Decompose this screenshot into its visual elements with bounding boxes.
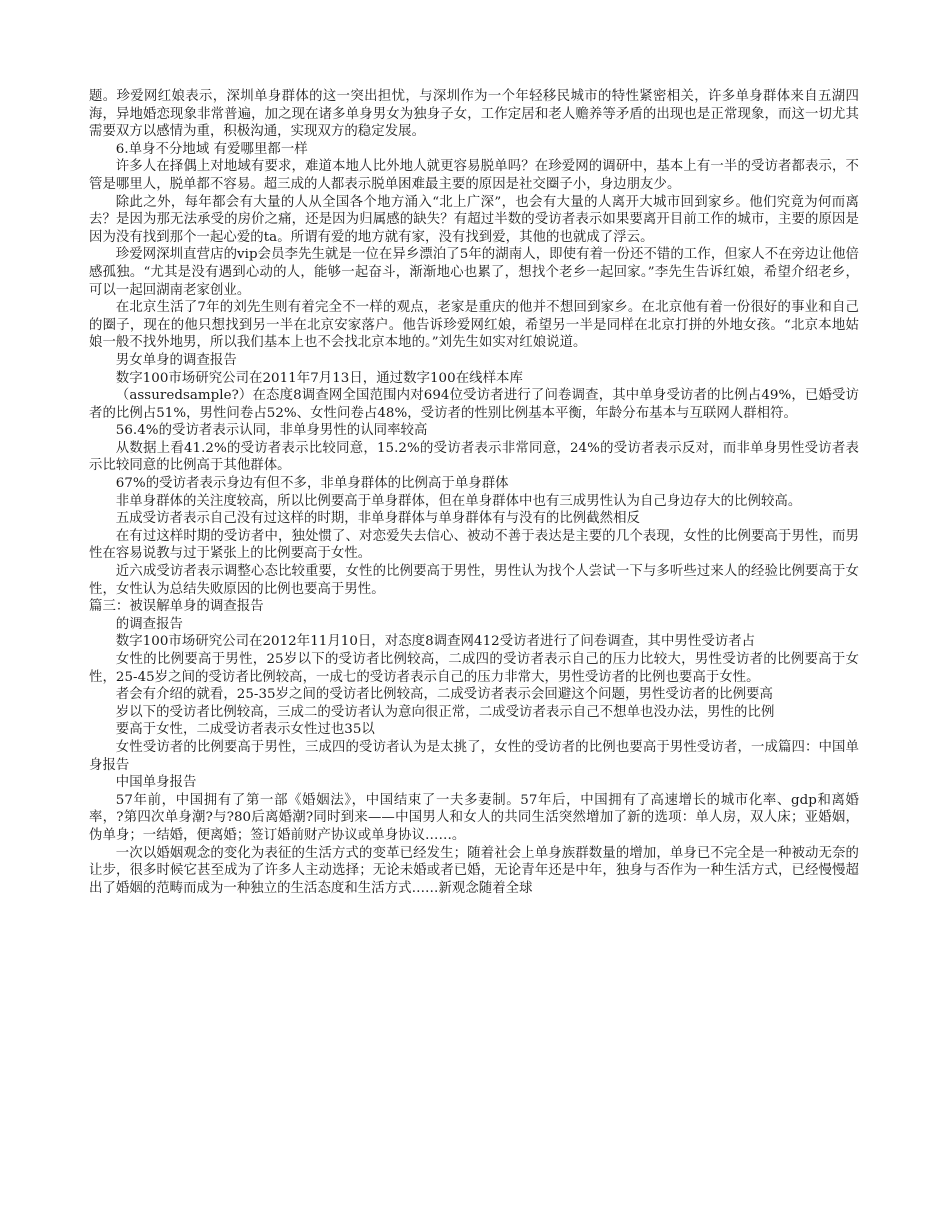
paragraph: 在有过这样时期的受访者中，独处惯了、对恋爱失去信心、被动不善于表达是主要的几个表现，女性的比例要高于男性，而男性在容易说教与过于紧张上的比例要高于女性。	[89, 528, 859, 562]
paragraph: 五成受访者表示自己没有过这样的时期，非单身群体与单身群体有与没有的比例截然相反	[115, 511, 640, 527]
paragraph: 67%的受访者表示身边有但不多，非单身群体的比例高于单身群体	[115, 476, 509, 492]
paragraph: 男女单身的调查报告	[115, 352, 237, 368]
paragraph: 6.单身不分地域 有爱哪里都一样	[115, 141, 308, 157]
paragraph: （assuredsample?）在态度8调查网全国范围内对694位受访者进行了问卷调查，其中单身受访者的比例占49%，已婚受访者的比例占51%，男性问卷占52%、女性问卷占48%，受访者的性别比例基本平衡，年龄分布基本与互联网人群相符。	[89, 388, 859, 421]
paragraph: 中国单身报告	[115, 775, 197, 791]
paragraph: 篇三：被误解单身的调查报告	[89, 599, 264, 615]
paragraph: 近六成受访者表示调整心态比较重要，女性的比例要高于男性，男性认为找个人尝试一下与多听些过来人的经验比例要高于女性，女性认为总结失败原因的比例也要高于男性。	[89, 564, 859, 597]
paragraph: 题。珍爱网红娘表示，深圳单身群体的这一突出担忧，与深圳作为一个年轻移民城市的特性紧密相关，许多单身群体来自五湖四海，异地婚恋现象非常普遍，加之现在诸多单身男女为独身子女，工作定居和老人赡养等矛盾的出现也是正常现象，而这一切尤其需要双方以感情为重，积极沟通，实现双方的稳定发展。	[89, 89, 859, 140]
paragraph: 57年前，中国拥有了第一部《婚姻法》，中国结束了一夫多妻制。57年后，中国拥有了高速增长的城市化率、gdp和离婚率，?第四次单身潮?与?80后离婚潮?同时到来——中国男人和女人的共同生活突然增加了新的选项：单人房，双人床；亚婚姻，伪单身；一结婚，便离婚；签订婚前财产协议或单身协议……。	[89, 792, 859, 843]
paragraph: 56.4%的受访者表示认同，非单身男性的认同率较高	[115, 423, 428, 439]
paragraph: 在北京生活了7年的刘先生则有着完全不一样的观点，老家是重庆的他并不想回到家乡。在北京他有着一份很好的事业和自己的圈子，现在的他只想找到另一半在北京安家落户。他告诉珍爱网红娘，希望另一半是同样在北京打拼的外地女孩。“北京本地姑娘一般不找外地男，所以我们基本上也不会找北京本地的。”刘先生如实对红娘说道。	[89, 300, 859, 351]
paragraph: 数字100市场研究公司在2011年7月13日，通过数字100在线样本库	[115, 370, 523, 386]
paragraph: 的调查报告	[115, 616, 183, 632]
paragraph: 者会有介绍的就看，25-35岁之间的受访者比例较高，二成受访者表示会回避这个问题，男性受访者的比例要高	[115, 687, 773, 703]
paragraph: 岁以下的受访者比例较高，三成二的受访者认为意向很正常，二成受访者表示自己不想单也没办法，男性的比例	[115, 704, 775, 720]
paragraph: 珍爱网深圳直营店的vip会员李先生就是一位在异乡漂泊了5年的湖南人，即使有着一份还不错的工作，但家人不在旁边让他倍感孤独。“尤其是没有遇到心动的人，能够一起奋斗，渐渐地心也累了，想找个老乡一起回家。”李先生告诉红娘，希望介绍老乡，可以一起回湖南老家创业。	[89, 247, 859, 298]
paragraph: 一次以婚姻观念的变化为表征的生活方式的变革已经发生；随着社会上单身族群数量的增加，单身已不完全是一种被动无奈的让步，很多时候它甚至成为了许多人主动选择；无论未婚或者已婚，无论青年还是中年，独身与否作为一种生活方式，已经慢慢超出了婚姻的范畴而成为一种独立的生活态度和生活方式……新观念随着全球	[89, 845, 859, 896]
document-body	[89, 88, 859, 897]
paragraph: 许多人在择偶上对地域有要求，难道本地人比外地人就更容易脱单吗？在珍爱网的调研中，基本上有一半的受访者都表示，不管是哪里人，脱单都不容易。超三成的人都表示脱单困难最主要的原因是社交圈子小，身边朋友少。	[89, 159, 859, 192]
paragraph: 女性的比例要高于男性，25岁以下的受访者比例较高，二成四的受访者表示自己的压力比较大，男性受访者的比例要高于女性，25-45岁之间的受访者比例较高，一成七的受访者表示自己的压力非常大，男性受访者的比例也要高于女性。	[89, 652, 859, 685]
paragraph: 非单身群体的关注度较高，所以比例要高于单身群体，但在单身群体中也有三成男性认为自己身边存大的比例较高。	[115, 493, 802, 509]
paragraph: 要高于女性，二成受访者表示女性过也35以	[115, 722, 375, 738]
paragraph: 数字100市场研究公司在2012年11月10日，对态度8调查网412受访者进行了问卷调查，其中男性受访者占	[115, 634, 756, 650]
paragraph: 女性受访者的比例要高于男性，三成四的受访者认为是太挑了，女性的受访者的比例也要高于男性受访者，一成篇四：中国单身报告	[89, 739, 859, 773]
paragraph: 从数据上看41.2%的受访者表示比较同意，15.2%的受访者表示非常同意，24%的受访者表示反对，而非单身男性受访者表示比较同意的比例高于其他群体。	[89, 440, 859, 474]
paragraph: 除此之外，每年都会有大量的人从全国各个地方涌入“北上广深”，也会有大量的人离开大城市回到家乡。他们究竟为何而离去？是因为那无法承受的房价之痛，还是因为归属感的缺失？有超过半数的受访者表示如果要离开目前工作的城市，主要的原因是因为没有找到那个一起心爱的ta。所谓有爱的地方就有家，没有找到爱，其他的也就成了浮云。	[89, 194, 859, 245]
